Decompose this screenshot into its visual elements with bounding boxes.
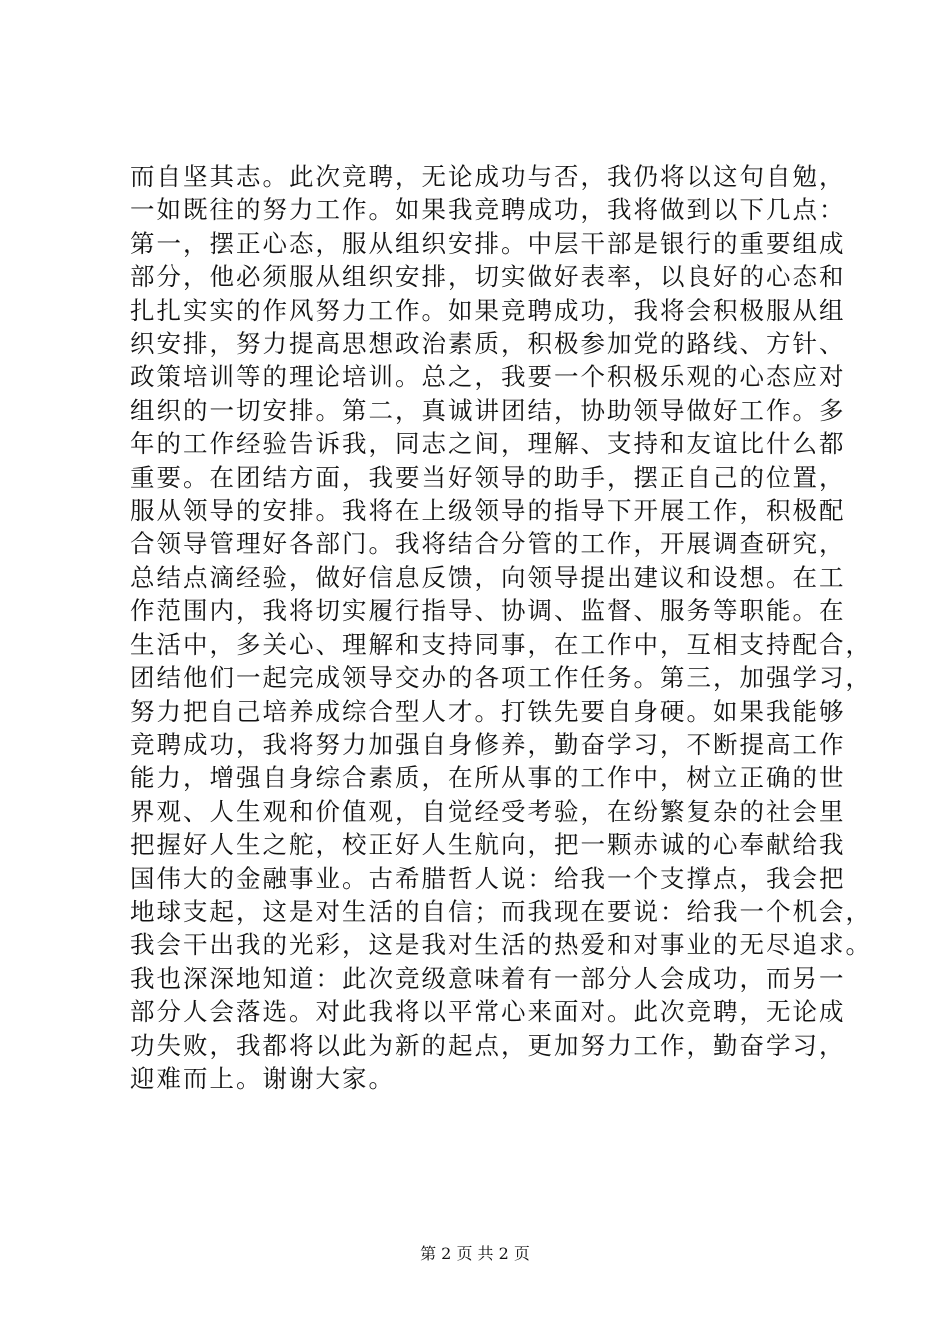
text-line: 年的工作经验告诉我，同志之间，理解、支持和友谊比什么都 <box>130 429 846 459</box>
text-line: 部分，他必须服从组织安排，切实做好表率，以良好的心态和 <box>130 262 846 292</box>
text-line: 竞聘成功，我将努力加强自身修养，勤奋学习，不断提高工作 <box>130 729 846 759</box>
text-line: 部分人会落选。对此我将以平常心来面对。此次竞聘，无论成 <box>130 997 846 1027</box>
text-line: 织安排，努力提高思想政治素质，积极参加党的路线、方针、 <box>130 329 846 359</box>
body-text <box>130 160 872 1095</box>
text-line: 国伟大的金融事业。古希腊哲人说：给我一个支撑点，我会把 <box>130 863 846 893</box>
text-line: 地球支起，这是对生活的自信；而我现在要说：给我一个机会， <box>130 896 872 926</box>
text-line: 扎扎实实的作风努力工作。如果竞聘成功，我将会积极服从组 <box>130 295 846 325</box>
text-line: 努力把自己培养成综合型人才。打铁先要自身硬。如果我能够 <box>130 696 846 726</box>
text-line: 我会干出我的光彩，这是我对生活的热爱和对事业的无尽追求。 <box>130 930 872 960</box>
text-line: 合领导管理好各部门。我将结合分管的工作，开展调查研究， <box>130 529 846 559</box>
text-line: 组织的一切安排。第二，真诚讲团结，协助领导做好工作。多 <box>130 395 846 425</box>
text-line: 服从领导的安排。我将在上级领导的指导下开展工作，积极配 <box>130 496 846 526</box>
text-line: 迎难而上。谢谢大家。 <box>130 1063 395 1093</box>
text-line: 团结他们一起完成领导交办的各项工作任务。第三，加强学习， <box>130 663 872 693</box>
text-line: 而自坚其志。此次竞聘，无论成功与否，我仍将以这句自勉， <box>130 162 846 191</box>
text-line: 作范围内，我将切实履行指导、协调、监督、服务等职能。在 <box>130 596 846 626</box>
text-line: 能力，增强自身综合素质，在所从事的工作中，树立正确的世 <box>130 763 846 793</box>
text-line: 界观、人生观和价值观，自觉经受考验，在纷繁复杂的社会里 <box>130 796 846 826</box>
text-line: 我也深深地知道：此次竞级意味着有一部分人会成功，而另一 <box>130 963 846 993</box>
page-number-footer: 第 2 页 共 2 页 <box>420 1244 530 1263</box>
text-line: 一如既往的努力工作。如果我竞聘成功，我将做到以下几点： <box>130 195 846 225</box>
text-line: 政策培训等的理论培训。总之，我要一个积极乐观的心态应对 <box>130 362 846 392</box>
text-line: 总结点滴经验，做好信息反馈，向领导提出建议和设想。在工 <box>130 562 846 592</box>
text-line: 功失败，我都将以此为新的起点，更加努力工作，勤奋学习， <box>130 1030 846 1060</box>
text-line: 重要。在团结方面，我要当好领导的助手，摆正自己的位置， <box>130 462 846 492</box>
text-line: 生活中，多关心、理解和支持同事，在工作中，互相支持配合， <box>130 629 872 659</box>
text-line: 把握好人生之舵，校正好人生航向，把一颗赤诚的心奉献给我 <box>130 830 846 860</box>
text-line: 第一，摆正心态，服从组织安排。中层干部是银行的重要组成 <box>130 228 846 258</box>
